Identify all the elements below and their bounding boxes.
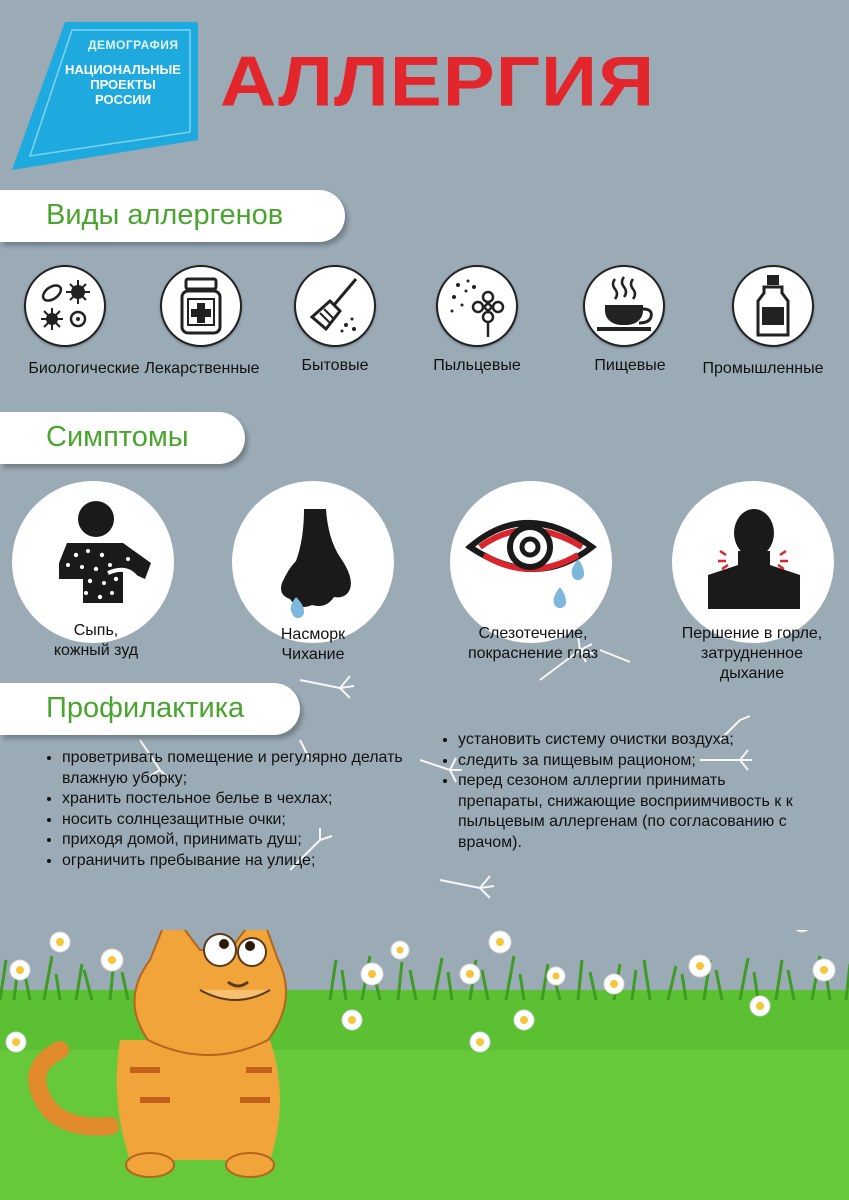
symptom-label-line: дыхание (719, 665, 785, 682)
prevention-list-right (436, 730, 798, 853)
allergen-icon-household (294, 265, 376, 347)
section-heading-allergens (0, 190, 345, 242)
page-title: АЛЛЕРГИЯ (220, 41, 656, 121)
symptom-label-line: покраснение глаз (467, 645, 599, 662)
allergen-label: Промышленные (702, 360, 824, 377)
allergen-label: Лекарственные (144, 360, 260, 377)
list-item: • следить за пищевым рационом; (458, 751, 798, 772)
allergen-icon-medicine (160, 265, 242, 347)
symptom-label-line: Сыпь, (73, 622, 119, 639)
pollen-flower-icon (438, 267, 516, 345)
allergen-icon-pollen (436, 265, 518, 347)
medicine-jar-icon (162, 267, 240, 345)
broom-dust-icon (296, 267, 374, 345)
teary-eye-icon (450, 481, 612, 643)
symptom-label (54, 621, 138, 661)
list-item: • приходя домой, принимать душ; (62, 830, 412, 851)
sore-throat-icon (672, 481, 834, 643)
symptom-label-line: Першение в горле, (681, 625, 823, 642)
meadow-illustration (0, 930, 849, 1200)
symptom-label-line: Слезотечение, (478, 625, 588, 642)
section-heading-symptoms (0, 412, 245, 464)
prevention-list-left (40, 748, 412, 871)
allergen-label: Пищевые (594, 357, 666, 374)
symptom-circle-nose (232, 481, 394, 643)
logo-name (58, 62, 188, 107)
symptom-label-line: затрудненное (701, 645, 803, 662)
microbes-icon (26, 267, 104, 345)
list-item: • перед сезоном аллергии принимать препараты, снижающие восприимчивость к к пыльцевым аллергенам (по согласованию с врачом). (458, 771, 798, 853)
section-heading-prevention (0, 683, 300, 735)
allergen-icon-biological (24, 265, 106, 347)
symptom-circle-throat (672, 481, 834, 643)
symptom-label (682, 624, 823, 684)
section-heading-text: Симптомы (46, 421, 189, 453)
chemical-bottle-icon (734, 267, 812, 345)
list-item: • установить систему очистки воздуха; (458, 730, 798, 751)
allergen-label: Бытовые (301, 357, 369, 374)
logo-line: ПРОЕКТЫ (90, 77, 156, 92)
rash-person-icon (12, 481, 174, 643)
logo-caption: ДЕМОГРАФИЯ (88, 38, 179, 52)
symptom-label-line: кожный зуд (53, 642, 139, 659)
allergen-icon-industrial (732, 265, 814, 347)
list-item: • хранить постельное белье в чехлах; (62, 789, 412, 810)
list-item: • проветривать помещение и регулярно делать влажную уборку; (62, 748, 412, 789)
section-heading-text: Профилактика (46, 692, 245, 724)
section-heading-text: Виды аллергенов (46, 199, 284, 231)
symptom-label (468, 624, 598, 664)
symptom-circle-eye (450, 481, 612, 643)
allergen-label: Пыльцевые (433, 357, 521, 374)
list-item: • ограничить пребывание на улице; (62, 851, 412, 872)
symptom-circle-rash (12, 481, 174, 643)
list-item: • носить солнцезащитные очки; (62, 810, 412, 831)
logo-line: РОССИИ (94, 92, 152, 107)
allergen-label: Биологические (28, 360, 140, 377)
symptom-label-line: Чихание (281, 646, 345, 663)
allergen-icon-food (583, 265, 665, 347)
runny-nose-icon (232, 481, 394, 643)
coffee-cup-icon (585, 267, 663, 345)
symptom-label-line: Насморк (280, 626, 346, 643)
logo-line: НАЦИОНАЛЬНЫЕ (65, 62, 181, 77)
symptom-label (281, 625, 345, 665)
